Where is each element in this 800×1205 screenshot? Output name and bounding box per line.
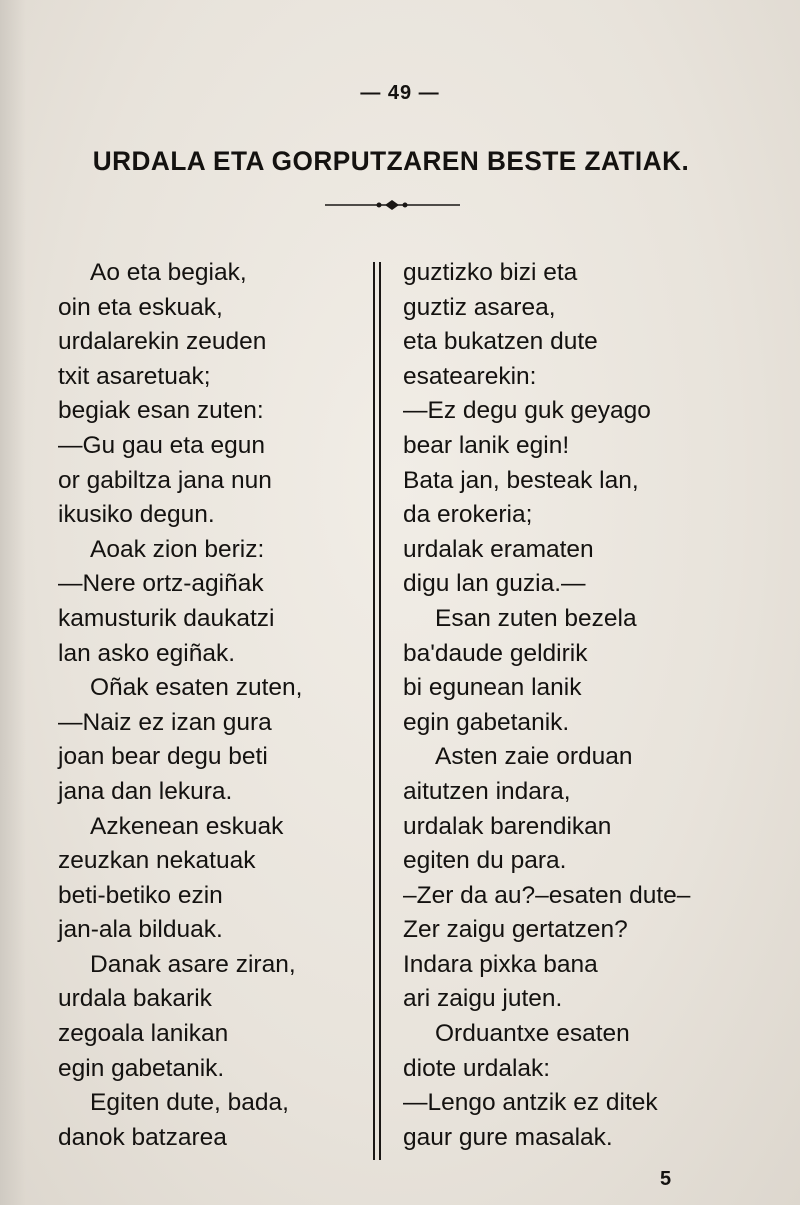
poem-line: Egiten dute, bada, — [90, 1089, 289, 1117]
poem-line: egiten du para. — [403, 847, 567, 875]
poem-line: zegoala lanikan — [58, 1020, 229, 1048]
poem-line: eta bukatzen dute — [403, 328, 598, 356]
page-title: URDALA ETA GORPUTZAREN BESTE ZATIAK. — [92, 146, 690, 176]
poem-line: jana dan lekura. — [58, 777, 233, 805]
poem-line: guztizko bizi eta — [403, 259, 578, 286]
poem-column-right — [403, 256, 723, 1155]
poem-line: Asten zaie orduan — [435, 743, 633, 771]
page-edge-shadow — [0, 0, 26, 1205]
poem-line: urdalak eramaten — [403, 535, 594, 563]
poem-line: Azkenean eskuak — [90, 812, 284, 840]
poem-line: –Zer da au?–esaten dute– — [403, 881, 691, 909]
poem-line: jan-ala bilduak. — [58, 916, 223, 944]
poem-line: guztiz asarea, — [403, 293, 556, 321]
poem-line: —Lengo antzik ez ditek — [403, 1089, 658, 1117]
poem-line: egin gabetanik. — [58, 1054, 225, 1082]
poem-line: joan bear degu beti — [58, 743, 268, 771]
poem-line: —Gu gau eta egun — [58, 431, 266, 459]
poem-line: ikusiko degun. — [58, 501, 215, 529]
poem-line: txit asaretuak; — [58, 362, 211, 390]
poem-line: Esan zuten bezela — [435, 604, 637, 632]
poem-line: diote urdalak: — [403, 1054, 551, 1082]
poem-line: Ao eta begiak, — [90, 259, 247, 286]
poem-line: lan asko egiñak. — [58, 639, 236, 667]
page-number-bottom: 5 — [660, 1168, 672, 1190]
poem-line: da erokeria; — [403, 501, 533, 529]
poem-line: urdalarekin zeuden — [58, 328, 267, 356]
poem-line: —Ez degu guk geyago — [403, 397, 651, 425]
poem-line: Orduantxe esaten — [435, 1020, 630, 1048]
poem-line: begiak esan zuten: — [58, 397, 264, 425]
poem-line: Aoak zion beriz: — [90, 535, 265, 563]
poem-line: gaur gure masalak. — [403, 1123, 613, 1151]
poem-line: bi egunean lanik — [403, 674, 582, 702]
poem-line: aitutzen indara, — [403, 777, 571, 805]
poem-line: egin gabetanik. — [403, 708, 570, 736]
poem-line: zeuzkan nekatuak — [58, 847, 256, 875]
poem-line: digu lan guzia.— — [403, 570, 586, 598]
poem-line: urdalak barendikan — [403, 812, 612, 840]
poem-line: ari zaigu juten. — [403, 985, 563, 1013]
ornament-divider — [325, 198, 460, 212]
poem-line: oin eta eskuak, — [58, 293, 223, 321]
poem-line: or gabiltza jana nun — [58, 466, 272, 494]
poem-column-left — [58, 256, 368, 1155]
poem-line: Oñak esaten zuten, — [90, 674, 303, 702]
poem-line: Danak asare ziran, — [90, 950, 296, 978]
poem-line: bear lanik egin! — [403, 431, 570, 459]
poem-line: Bata jan, besteak lan, — [403, 466, 639, 494]
poem-line: kamusturik daukatzi — [58, 604, 275, 632]
column-divider — [373, 262, 382, 1160]
poem-line: —Nere ortz-agiñak — [58, 570, 264, 598]
poem-line: —Naiz ez izan gura — [58, 708, 272, 736]
poem-line: Zer zaigu gertatzen? — [403, 916, 628, 944]
poem-line: esatearekin: — [403, 362, 537, 390]
poem-line: ba'daude geldirik — [403, 639, 588, 667]
poem-line: Indara pixka bana — [403, 950, 598, 978]
poem-line: urdala bakarik — [58, 985, 212, 1013]
poem-line: danok batzarea — [58, 1123, 227, 1151]
page-number-top: — 49 — — [360, 82, 440, 104]
poem-line: beti-betiko ezin — [58, 881, 223, 909]
